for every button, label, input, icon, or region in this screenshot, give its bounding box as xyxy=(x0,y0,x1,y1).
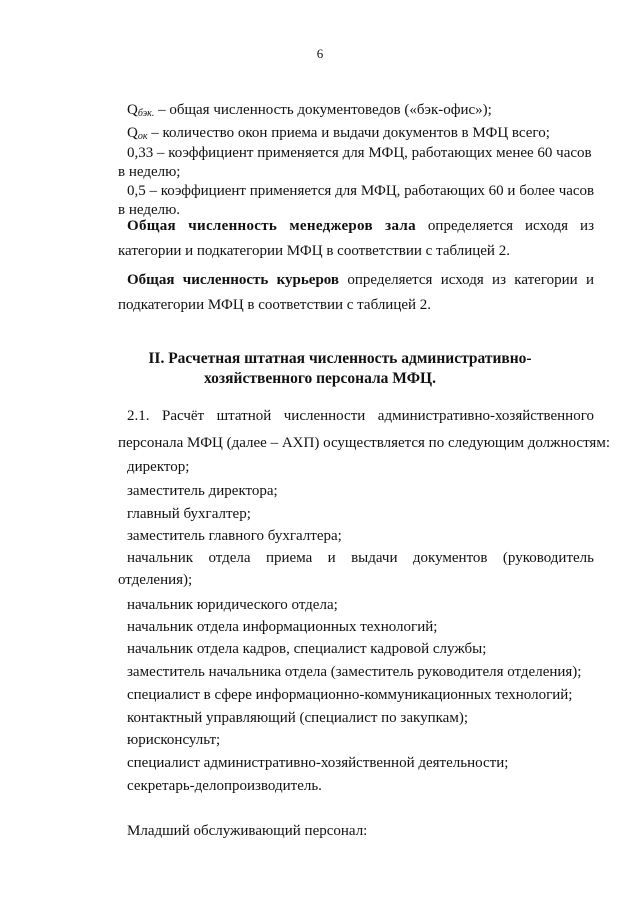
coefficient-033-line1: 0,33 – коэффициент применяется для МФЦ, работающих менее 60 часов xyxy=(127,145,592,161)
managers-rest: определяется исходя из xyxy=(415,218,594,234)
list-item: директор; xyxy=(127,459,190,475)
couriers-rest: определяется исходя из категории и xyxy=(339,272,594,288)
list-item: секретарь-делопроизводитель. xyxy=(127,778,322,794)
list-item: начальник отдела приема и выдачи документов (руководитель xyxy=(127,550,594,566)
definition-text: – количество окон приема и выдачи документов в МФЦ всего; xyxy=(147,125,550,141)
coefficient-05-line2: в неделю. xyxy=(118,202,181,218)
managers-paragraph-line1 xyxy=(127,217,594,235)
managers-bold-lead: Общая численность менеджеров зала xyxy=(127,218,416,234)
definition-q-windows xyxy=(127,124,550,146)
section-heading-line2: хозяйственного персонала МФЦ. xyxy=(204,370,436,387)
list-item: начальник отдела информационных технологий; xyxy=(127,619,438,635)
junior-staff-heading: Младший обслуживающий персонал: xyxy=(127,823,368,839)
list-item: начальник отдела кадров, специалист кадровой службы; xyxy=(127,641,487,657)
definition-q-back-office xyxy=(127,101,492,123)
list-item: заместитель главного бухгалтера; xyxy=(127,528,342,544)
page-number: 6 xyxy=(316,46,324,61)
coefficient-05-line1: 0,5 – коэффициент применяется для МФЦ, работающих 60 и более часов xyxy=(127,183,595,199)
q-subscript: бэк. xyxy=(137,108,155,119)
list-item: контактный управляющий (специалист по закупкам); xyxy=(127,710,468,726)
couriers-bold-lead: Общая численность курьеров xyxy=(127,272,340,288)
list-item: специалист в сфере информационно-коммуникационных технологий; xyxy=(127,687,573,703)
clause-2-1-line1: 2.1. Расчёт штатной численности административно-хозяйственного xyxy=(127,408,594,424)
couriers-paragraph-line1 xyxy=(127,271,594,289)
coefficient-033-line2: в неделю; xyxy=(118,164,181,180)
list-item: специалист административно-хозяйственной деятельности; xyxy=(127,755,509,771)
clause-2-1-line2: персонала МФЦ (далее – АХП) осуществляется по следующим должностям: xyxy=(118,435,610,451)
list-item: главный бухгалтер; xyxy=(127,506,251,522)
q-subscript: ок xyxy=(137,131,148,142)
list-item: начальник юридического отдела; xyxy=(127,597,338,613)
definition-text: – общая численность документоведов («бэк-офис»); xyxy=(154,102,492,118)
list-item: юрисконсульт; xyxy=(127,732,221,748)
list-item-continuation: отделения); xyxy=(118,572,193,588)
q-symbol: Q xyxy=(127,125,138,141)
section-heading-line1: II. Расчетная штатная численность административно- xyxy=(148,350,532,367)
couriers-paragraph-line2: подкатегории МФЦ в соответствии с таблицей 2. xyxy=(118,297,432,313)
q-symbol: Q xyxy=(127,102,138,118)
list-item: заместитель начальника отдела (заместитель руководителя отделения); xyxy=(127,664,582,680)
managers-paragraph-line2: категории и подкатегории МФЦ в соответствии с таблицей 2. xyxy=(118,243,510,259)
list-item: заместитель директора; xyxy=(127,483,278,499)
